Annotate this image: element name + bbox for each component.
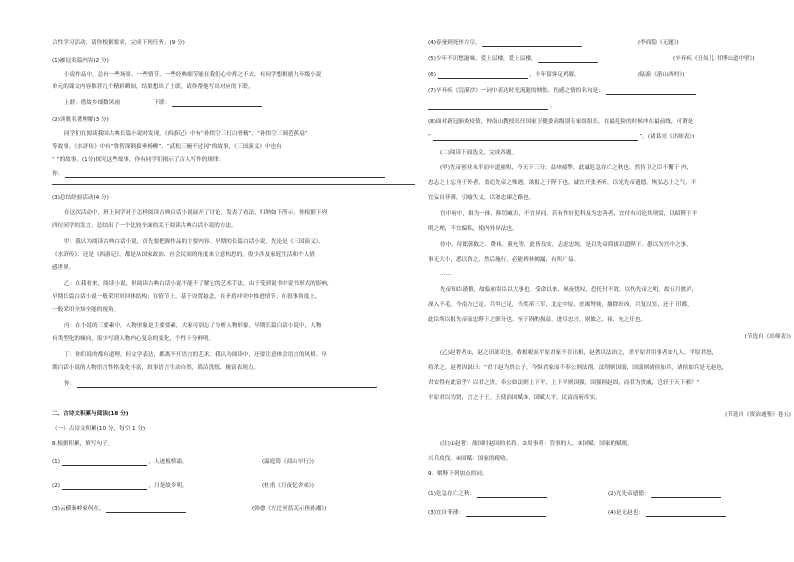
speaker-jia: 《水浒传》、还是《西游记》，都是从国家政治、社会民间的角度来立意构思的，很少涉及家庭生活和个人情 bbox=[52, 252, 315, 258]
task-2-text: 等故事。《水浒传》中有“鲁智深倒拔垂杨柳”、“武松三碗不过冈”的故事，《三国演义》中也有 bbox=[52, 144, 282, 150]
speaker-bing: 有类型化的倾向，很少写到人物内心复杂的变化，个性十分鲜明。 bbox=[52, 336, 215, 342]
source-citation: (韩愈《左迁至蓝关示侄孙湘》) bbox=[252, 506, 327, 512]
upper-couplet: 上联：借故乡细数风雨 bbox=[64, 100, 120, 106]
source-citation: (杜甫《月夜忆舍弟》) bbox=[262, 483, 314, 489]
fill-blank[interactable] bbox=[438, 72, 528, 79]
answer-blank[interactable] bbox=[65, 171, 385, 178]
ellipsis: …… bbox=[440, 271, 452, 277]
passage-jia: 此臣所以报先帝而忠陛下之职分也。至于斟酌损益，进尽忠言，则攸之、祎、允之任也。 bbox=[428, 317, 647, 323]
speaker-jia: 感世界。 bbox=[52, 265, 75, 271]
answer-line bbox=[52, 170, 415, 178]
fill-blank[interactable] bbox=[433, 134, 638, 141]
annotation: 兴兵攻伐。④国赋：国家的税收。 bbox=[428, 456, 512, 462]
passage-yi: 将杀之。赵奢因说曰：“君于赵为贵公子，今纵君家而不奉公则法削，法削则国弱，国弱则诸侯加兵，诸侯加兵是无赵也， bbox=[428, 365, 728, 371]
passage-jia: 先帝知臣谨慎，故临崩寄臣以大事也。受命以来，夙夜忧叹，恐托付不效，以伤先帝之明，故五月渡泸， bbox=[440, 287, 698, 293]
passage-yi: 平原君以为贤，言之于王。王使治国赋③，国赋大平，民富而府库实。 bbox=[428, 395, 601, 401]
passage-jia: 深入不毛。今南方已定，兵甲已足，当奖率三军，北定中原，庶竭驽钝，攘除奸凶，兴复汉室，还于 旧都， bbox=[428, 302, 693, 308]
task-intro: 合性学习活动，请你根据要求，完成下列任务。(9 分) bbox=[52, 40, 185, 46]
passage-yi: (乙)赵奢者①，赵之田部吏也。收租税而平原君家不肯出租，赵奢以法治之，杀平原君用事者②九人。平原君怒， bbox=[440, 350, 718, 356]
task-2-text: “ ”的故事。(1分)探究这些故事，你有同学们揭示了古人写作的规律： bbox=[52, 157, 225, 163]
source-citation: (辛弃疾《丑奴儿·书博山道中壁》) bbox=[673, 56, 755, 62]
speaker-jia: 甲：我认为阅读古典白话小说，首先要把握作品的主要内容。早期的长篇白话小说，先论是《三国演义》、 bbox=[64, 239, 325, 245]
task-1-text: 小说作品中，总有一些场景、一些情节、一些经典细节能在我们心中挥之不去。有同学想根据九年级小说 bbox=[64, 72, 322, 78]
couplet-line bbox=[52, 99, 415, 107]
passage-yi: 君安得有此富乎？以君之贵，奉公如法则上下平，上下平则国强，国强则赵固，而君为贵戚，岂轻于天下邪？” bbox=[428, 380, 700, 386]
fill-blank[interactable] bbox=[428, 103, 548, 110]
fill-line-6: (6) ，丰年留客足鸡豚。 (陆游《游山西村》) bbox=[428, 72, 685, 78]
annotation: (注)①赵奢：战国时赵国的名将。②用事者：管事的人。③国赋：国家的赋税。 bbox=[440, 441, 633, 447]
task-3-text: 在这次活动中，班上同学对于怎样阅读古典白话小说展开了讨论，发表了看法，归纳如下所示。你根据下列 bbox=[64, 210, 327, 216]
lower-couplet-blank[interactable] bbox=[172, 100, 262, 107]
left-column bbox=[52, 0, 415, 562]
answer-rule bbox=[52, 184, 415, 185]
speaker-yi: 乙：在我看来，阅读小说，但阅读古典白话小说不能不了解它的艺术手法。由于受到说书中说书形式的影响， bbox=[64, 281, 333, 287]
fill-line-7: (7)辛弃疾《浣溪沙》一词中表达时光流逝的惆怅、伤感之情的名句是： bbox=[428, 87, 791, 95]
right-column bbox=[428, 0, 791, 562]
fill-blank[interactable] bbox=[62, 483, 147, 490]
speaker-ding: 丁：你们说的都有道理，但文学表达，都离不开语言的艺术。我认为阅读中，还要注意体会语言的风格。早 bbox=[64, 352, 327, 358]
speaker-ding: 期白话小说的人物语言性格变化丰富，叙事语言生动自然，简洁洗练，极富表现力。 bbox=[52, 365, 259, 371]
task-3-text: 四位同学的发言，总结出了一个比较全面的关于阅读古典白话小说的方法。 bbox=[52, 223, 237, 229]
task-2-text: 同学们在阅读我国古典长篇小说时发现，《西游记》中有“孙悟空三打白骨精”、“孙悟空三调芭蕉扇” bbox=[64, 131, 308, 137]
fill-blank[interactable] bbox=[466, 510, 546, 517]
word-def-row: (3)宜自菲薄： (4)是无赵也： bbox=[428, 509, 791, 517]
fill-blank[interactable] bbox=[538, 56, 598, 63]
word-def-row: (1)危急存亡之秋： (2)光先帝遗德： bbox=[428, 490, 791, 498]
fill-line-5: (5)少年不识愁滋味，爱上层楼，爱上层楼， (辛弃疾《丑奴儿·书博山道中壁》) bbox=[428, 56, 755, 62]
fill-line-8: (8)面对新冠肺炎疫情，钟南山教授出任国家卫健委高级别专家组组长，在最危险的时候冲在最前线，可谓是 bbox=[428, 119, 694, 125]
section-2-heading: 二、古诗文积累与阅读(18 分) bbox=[52, 411, 129, 417]
fill-line-4: (4)春蚕到死丝方尽， (李商隐《无题》) bbox=[428, 40, 679, 46]
passage-jia: 忠志之士忘身于外者，盖追先帝之殊遇，欲报之于陛下也。诚宜开张圣听，以光先帝遗德，恢弘志士之气，不 bbox=[428, 180, 697, 186]
you-label: 你： bbox=[52, 171, 64, 177]
source-citation: (陆游《游山西村》) bbox=[638, 72, 685, 78]
fill-line-2: (2) ，月是故乡明。 (杜甫《月夜忆舍弟》) bbox=[52, 483, 314, 489]
fill-blank[interactable] bbox=[606, 88, 696, 95]
question-8: 8.根据积累，填写句子。 bbox=[52, 441, 114, 447]
subsection-heading: （一）古诗文积累(10 分，每空 1 分) bbox=[52, 426, 146, 432]
fill-blank[interactable] bbox=[482, 40, 582, 47]
question-9: 9．解释下列加点的词。 bbox=[428, 471, 488, 477]
fill-line-8b: “ ”。(诸葛亮《出师表》) bbox=[428, 134, 695, 140]
task-1-heading: (1)雁逗名篇内容(2 分) bbox=[52, 58, 109, 64]
fill-line-3: (3)云横秦岭家何在， (韩愈《左迁至蓝关示侄孙湘》) bbox=[52, 506, 327, 512]
you-label: 你： bbox=[64, 381, 76, 387]
answer-blank[interactable] bbox=[77, 381, 377, 388]
source-citation: (李商隐《无题》) bbox=[638, 40, 679, 46]
fill-blank[interactable] bbox=[651, 491, 721, 498]
source-citation: (温庭筠《商山早行》) bbox=[262, 459, 314, 465]
task-1-text: 单元的课文内容推荐几个精彩瞬间，结果想出了上联，请你帮他写出对应的下联。 bbox=[52, 84, 254, 90]
passage-jia: (甲)先帝创业未半而中道崩殂，今天下三分，益州疲弊，此诚危急存亡之秋也。然侍卫之臣不懈于 内， bbox=[440, 165, 693, 171]
passage-jia: 事无大小，悉以咨之，然后施行，必能裨补阙漏，有所广益。 bbox=[428, 257, 580, 263]
reading-heading: (二)阅读下面选文，完成各题。 bbox=[440, 150, 518, 156]
speaker-bing: 丙：在小说的三要素中，人物形象是主要要素，大家可别忘了分析人物形象。早期长篇白话小说中，人物 bbox=[64, 323, 322, 329]
fill-blank[interactable] bbox=[646, 510, 726, 517]
speaker-yi: 早期长篇白话小说一般采用章回体结构；在情节上，基于设置悬念，在矛盾冲突中推进情节；在叙事角度上， bbox=[52, 294, 321, 300]
passage-jia: 明之理，不宜偏私，使内外异法也。 bbox=[428, 226, 518, 232]
passage-jia: 侍中、侍郎郭攸之、费祎、董允等，此皆良实，志虑忠纯，是以先帝简拔以遗陛下。愚以为宫中之事， bbox=[440, 242, 692, 248]
fill-line-1: (1) ，人迹板桥霜。 (温庭筠《商山早行》) bbox=[52, 459, 314, 465]
task-3-heading: (3)总结经验活动(4 分) bbox=[52, 195, 109, 201]
passage-jia: 宫中府中，俱为一体，陟罚臧否，不宜异同。若有作奸犯科及为忠善者，宜付有司论其刑赏，以昭陛下平 bbox=[440, 211, 698, 217]
fill-blank[interactable] bbox=[62, 459, 147, 466]
fill-blank[interactable] bbox=[106, 506, 186, 513]
lower-couplet-label: 下联： bbox=[153, 100, 171, 106]
speaker-yi: 一般采用全知全能的视角。 bbox=[52, 307, 120, 313]
source-note: (节选自《出师表》) bbox=[744, 334, 791, 340]
passage-jia: 宜妄自菲薄，引喻失义，以塞忠谏之路也。 bbox=[428, 195, 535, 201]
task-2-heading: (2)谈歌名著理解(3 分) bbox=[52, 117, 109, 123]
answer-line bbox=[52, 380, 415, 388]
fill-line-7b: 。 bbox=[428, 102, 791, 110]
fill-blank[interactable] bbox=[477, 491, 547, 498]
source-note: (节选自《资治通鉴》卷五) bbox=[725, 412, 791, 418]
